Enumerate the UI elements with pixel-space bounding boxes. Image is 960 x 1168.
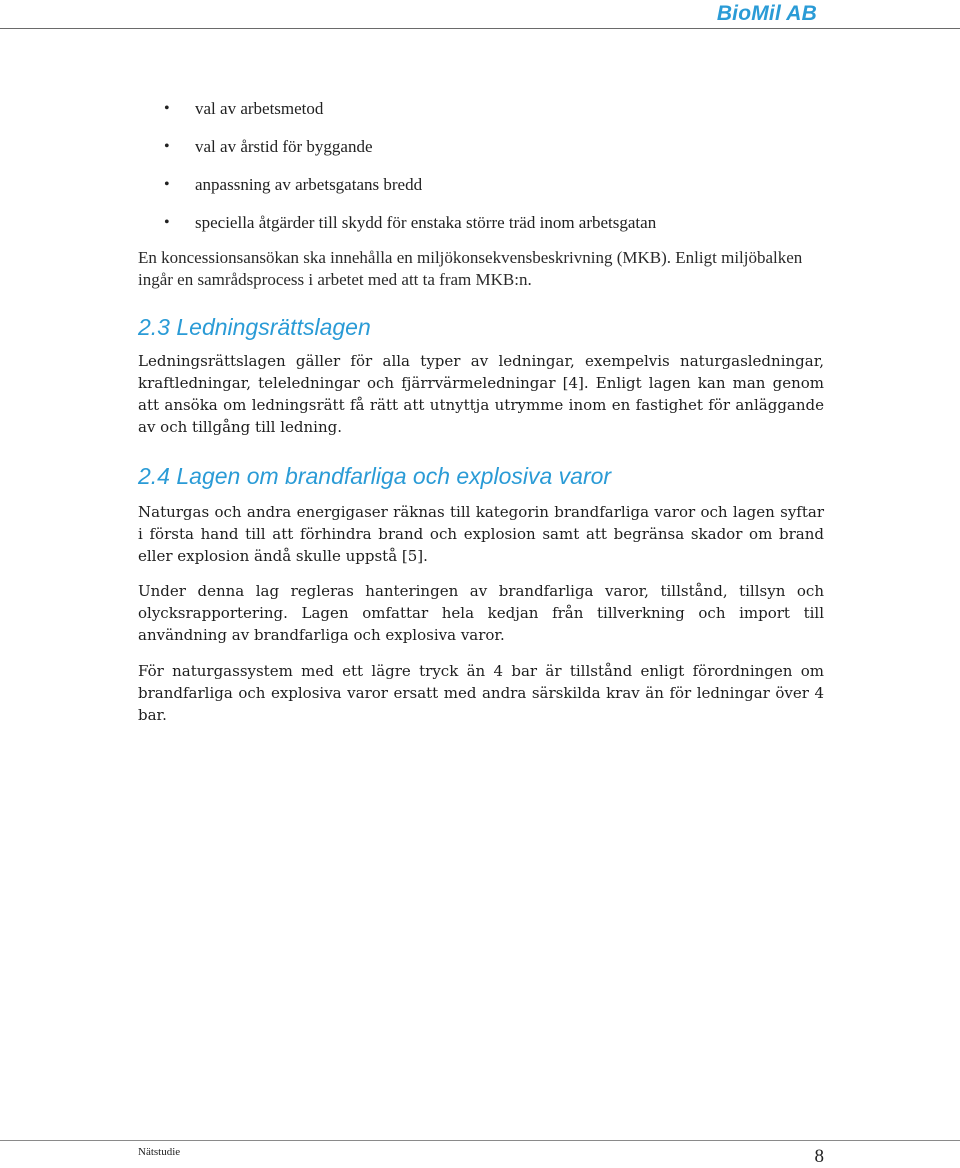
header-brand: BioMil AB [716,2,817,25]
footer-divider [0,1140,960,1141]
list-item: • speciella åtgärder till skydd för enstaka större träd inom arbetsgatan [164,212,656,250]
list-item: • val av årstid för byggande [164,136,656,174]
section-2-4-paragraph-3: För naturgassystem med ett lägre tryck än 4 bar är tillstånd enligt förordningen om brandfarliga och explosiva varor ersatt med andra särskilda krav än för ledningar över 4 bar. [138,662,824,724]
section-2-3-paragraph: Ledningsrättslagen gäller för alla typer av ledningar, exempelvis naturgasledningar, kraftledningar, teleledningar och fjärrvärmeledningar [4]. Enligt lagen kan man genom att ansöka om ledningsrätt få rätt att utnyttja utrymme inom en fastighet för anläggande av och tillgång till ledning. [138,352,824,436]
section-heading-2-3: 2.3 Ledningsrättslagen [138,314,371,340]
list-item: • val av arbetsmetod [164,98,656,136]
section-2-4-paragraph-2: Under denna lag regleras hanteringen av brandfarliga varor, tillstånd, tillsyn och olycksrapportering. Lagen omfattar hela kedjan från tillverkning och import till användning av brandfarliga och explosiva varor. [138,582,824,644]
page-number: 8 [814,1146,824,1167]
bullet-list [164,98,656,250]
intro-paragraph: En koncessionsansökan ska innehålla en miljökonsekvensbeskrivning (MKB). Enligt miljöbalken ingår en samrådsprocess i arbetet med att ta fram MKB:n. [138,248,803,289]
section-2-4-paragraph-1: Naturgas och andra energigaser räknas till kategorin brandfarliga varor och lagen syftar i första hand till att förhindra brand och explosion samt att begränsa skador om brand eller explosion ändå skulle uppstå [5]. [138,503,824,565]
list-item: • anpassning av arbetsgatans bredd [164,174,656,212]
section-heading-2-4: 2.4 Lagen om brandfarliga och explosiva varor [138,463,612,489]
header-divider [0,28,960,29]
footer-document-name: Nätstudie [138,1146,181,1158]
